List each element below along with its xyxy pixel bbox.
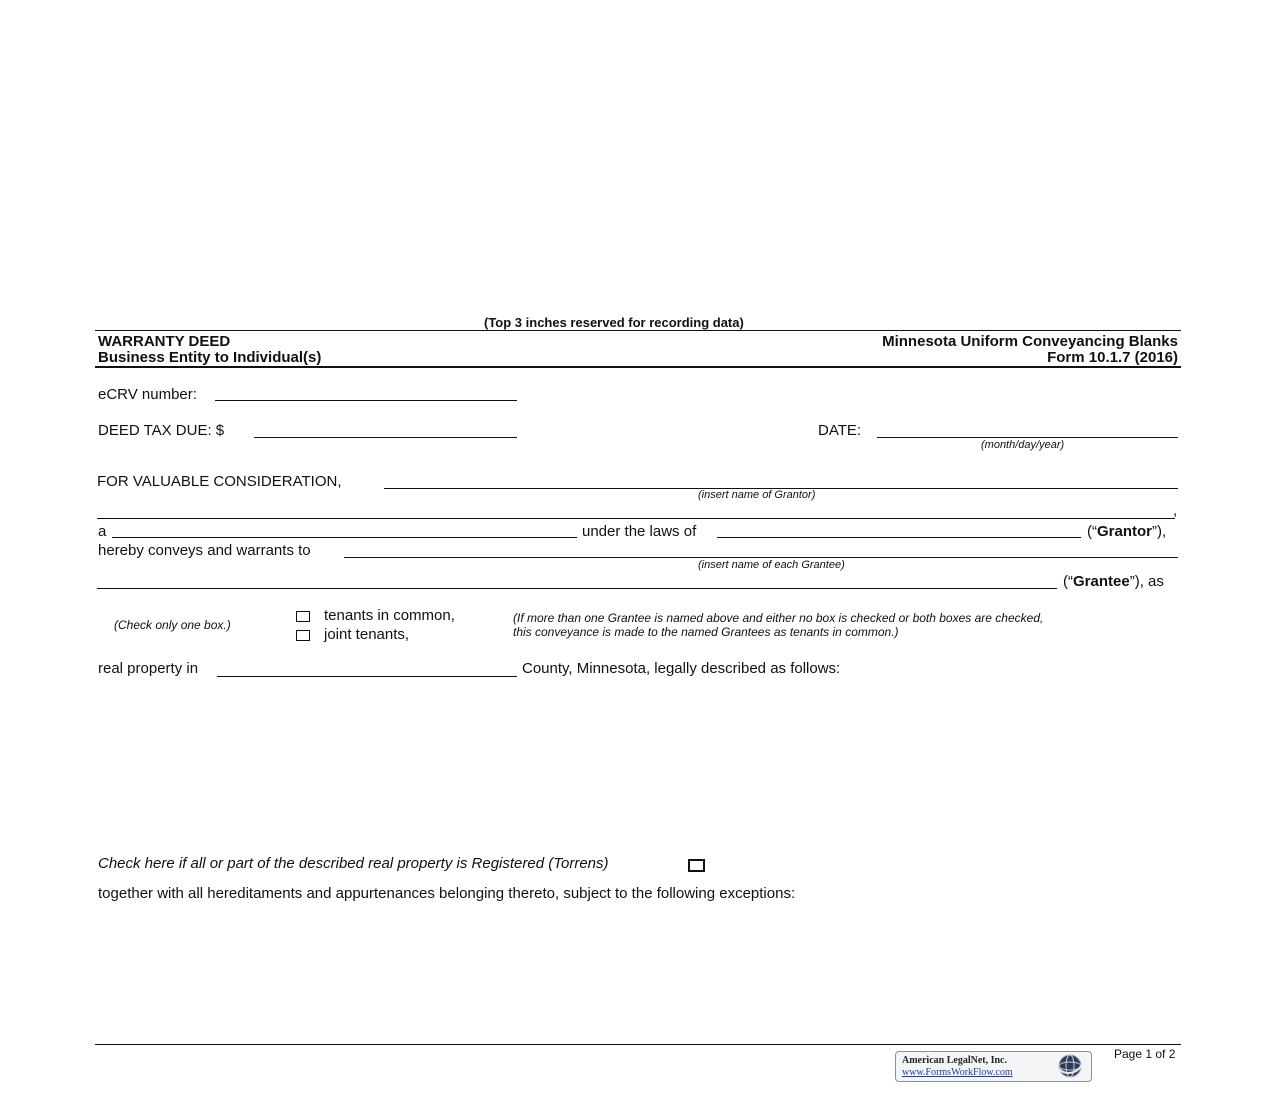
grantee-close-quote: ”), as (1129, 573, 1164, 590)
grantor-close-quote: ”), (1152, 523, 1167, 540)
grantee-name-field[interactable] (344, 557, 1178, 558)
header-top-rule (95, 330, 1181, 331)
entity-type-field[interactable] (112, 537, 577, 538)
date-label: DATE: (818, 422, 862, 439)
ecrv-number-field[interactable] (215, 400, 517, 401)
globe-icon (1053, 1053, 1087, 1079)
american-legalnet-logo (895, 1051, 1092, 1082)
page-number: Page 1 of 2 (1114, 1047, 1176, 1061)
torrens-label: Check here if all or part of the described real property is Registered (Torrens) (98, 855, 609, 872)
grantee-caption: (insert name of each Grantee) (698, 559, 845, 571)
form-number: Form 10.1.7 (2016) (1047, 349, 1178, 366)
check-only-one-note: (Check only one box.) (114, 618, 231, 632)
form-series: Minnesota Uniform Conveyancing Blanks (882, 333, 1178, 350)
conveys-label: hereby conveys and warrants to (98, 542, 311, 559)
footer-rule (95, 1044, 1181, 1045)
logo-url-link[interactable]: www.FormsWorkFlow.com (902, 1067, 1013, 1078)
comma: , (1173, 502, 1178, 519)
date-caption: (month/day/year) (981, 439, 1065, 451)
joint-tenants-checkbox[interactable] (296, 630, 310, 641)
deed-tax-field[interactable] (254, 437, 517, 438)
grantor-definition (1087, 523, 1166, 540)
grantor-name-field-continued[interactable] (97, 518, 1175, 519)
grantee-term: Grantee (1073, 573, 1130, 590)
county-field[interactable] (217, 676, 517, 677)
a-label: a (98, 523, 107, 540)
header-bottom-rule (95, 366, 1181, 368)
torrens-checkbox[interactable] (688, 859, 705, 872)
laws-label: under the laws of (582, 523, 697, 540)
tenants-in-common-checkbox[interactable] (296, 611, 310, 622)
logo-company-name: American LegalNet, Inc. (902, 1055, 1007, 1066)
tenants-in-common-label: tenants in common, (324, 607, 455, 624)
date-field[interactable] (877, 437, 1178, 438)
consideration-label: FOR VALUABLE CONSIDERATION, (97, 473, 342, 490)
grantor-caption: (insert name of Grantor) (698, 489, 816, 501)
together-label: together with all hereditaments and appurtenances belonging thereto, subject to the following exceptions: (98, 885, 796, 902)
grantee-name-field-continued[interactable] (97, 588, 1057, 589)
real-property-label: real property in (98, 660, 199, 677)
tenancy-note-line2: this conveyance is made to the named Grantees as tenants in common.) (513, 625, 899, 639)
reserved-note: (Top 3 inches reserved for recording data) (484, 315, 744, 330)
grantee-definition (1063, 573, 1164, 590)
deed-title: WARRANTY DEED (98, 333, 231, 350)
deed-subtitle: Business Entity to Individual(s) (98, 349, 322, 366)
tenancy-note-line1: (If more than one Grantee is named above and either no box is checked or both boxes are checked, (513, 611, 1044, 625)
grantor-open-quote: (“ (1087, 523, 1097, 540)
deed-tax-label: DEED TAX DUE: $ (98, 422, 225, 439)
county-label: County, Minnesota, legally described as follows: (522, 660, 841, 677)
grantee-open-quote: (“ (1063, 573, 1073, 590)
jurisdiction-field[interactable] (717, 537, 1081, 538)
grantor-term: Grantor (1097, 523, 1153, 540)
joint-tenants-label: joint tenants, (324, 626, 410, 643)
ecrv-label: eCRV number: (98, 386, 197, 403)
